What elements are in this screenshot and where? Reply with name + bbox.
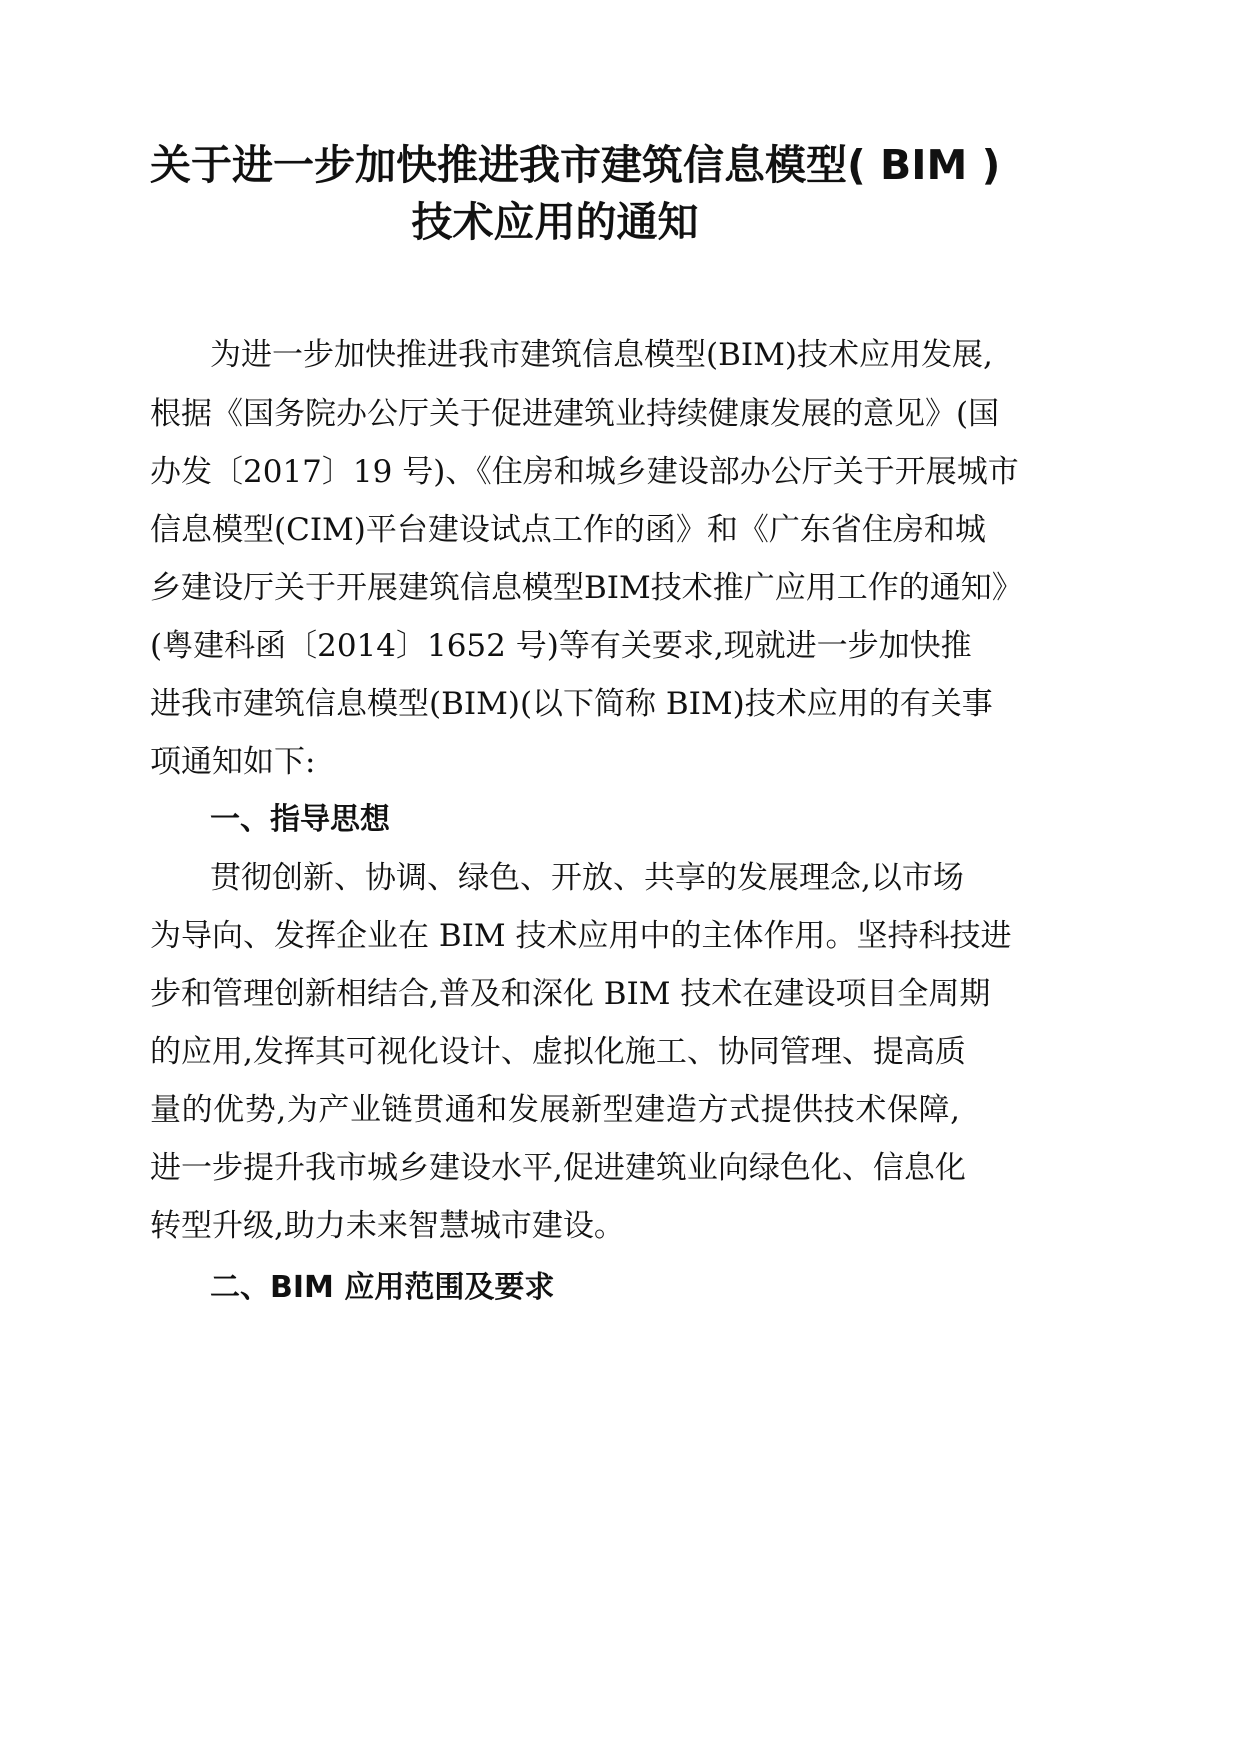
document-title-line-1: 关于进一步加快推进我市建筑信息模型( BIM ) xyxy=(150,141,1001,189)
intro-line: 进我市建筑信息模型(BIM)(以下简称 BIM)技术应用的有关事 xyxy=(150,686,993,722)
section-2-heading: 二、BIM 应用范围及要求 xyxy=(210,1270,555,1305)
intro-line: (粤建科函〔2014〕1652 号)等有关要求,现就进一步加快推 xyxy=(150,628,972,664)
section-1-line: 量的优势,为产业链贯通和发展新型建造方式提供技术保障, xyxy=(150,1092,960,1128)
intro-line: 为进一步加快推进我市建筑信息模型(BIM)技术应用发展, xyxy=(210,337,993,373)
intro-line: 项通知如下: xyxy=(150,744,316,780)
section-1-line: 的应用,发挥其可视化设计、虚拟化施工、协同管理、提高质 xyxy=(150,1034,966,1070)
section-1-line: 进一步提升我市城乡建设水平,促进建筑业向绿色化、信息化 xyxy=(150,1150,966,1186)
intro-line: 信息模型(CIM)平台建设试点工作的函》和《广东省住房和城 xyxy=(150,512,986,548)
section-1-line: 为导向、发挥企业在 BIM 技术应用中的主体作用。坚持科技进 xyxy=(150,918,1012,954)
document-title-line-2: 技术应用的通知 xyxy=(411,198,699,246)
section-1-line: 步和管理创新相结合,普及和深化 BIM 技术在建设项目全周期 xyxy=(150,976,991,1012)
section-1-line: 贯彻创新、协调、绿色、开放、共享的发展理念,以市场 xyxy=(210,860,964,896)
section-1-line: 转型升级,助力未来智慧城市建设。 xyxy=(150,1208,625,1244)
intro-line: 根据《国务院办公厅关于促进建筑业持续健康发展的意见》(国 xyxy=(150,396,1000,432)
intro-line: 乡建设厅关于开展建筑信息模型BIM技术推广应用工作的通知》 xyxy=(150,570,1023,606)
section-1-heading: 一、指导思想 xyxy=(210,802,390,837)
intro-line: 办发〔2017〕19 号)、《住房和城乡建设部办公厅关于开展城市 xyxy=(150,454,1019,490)
